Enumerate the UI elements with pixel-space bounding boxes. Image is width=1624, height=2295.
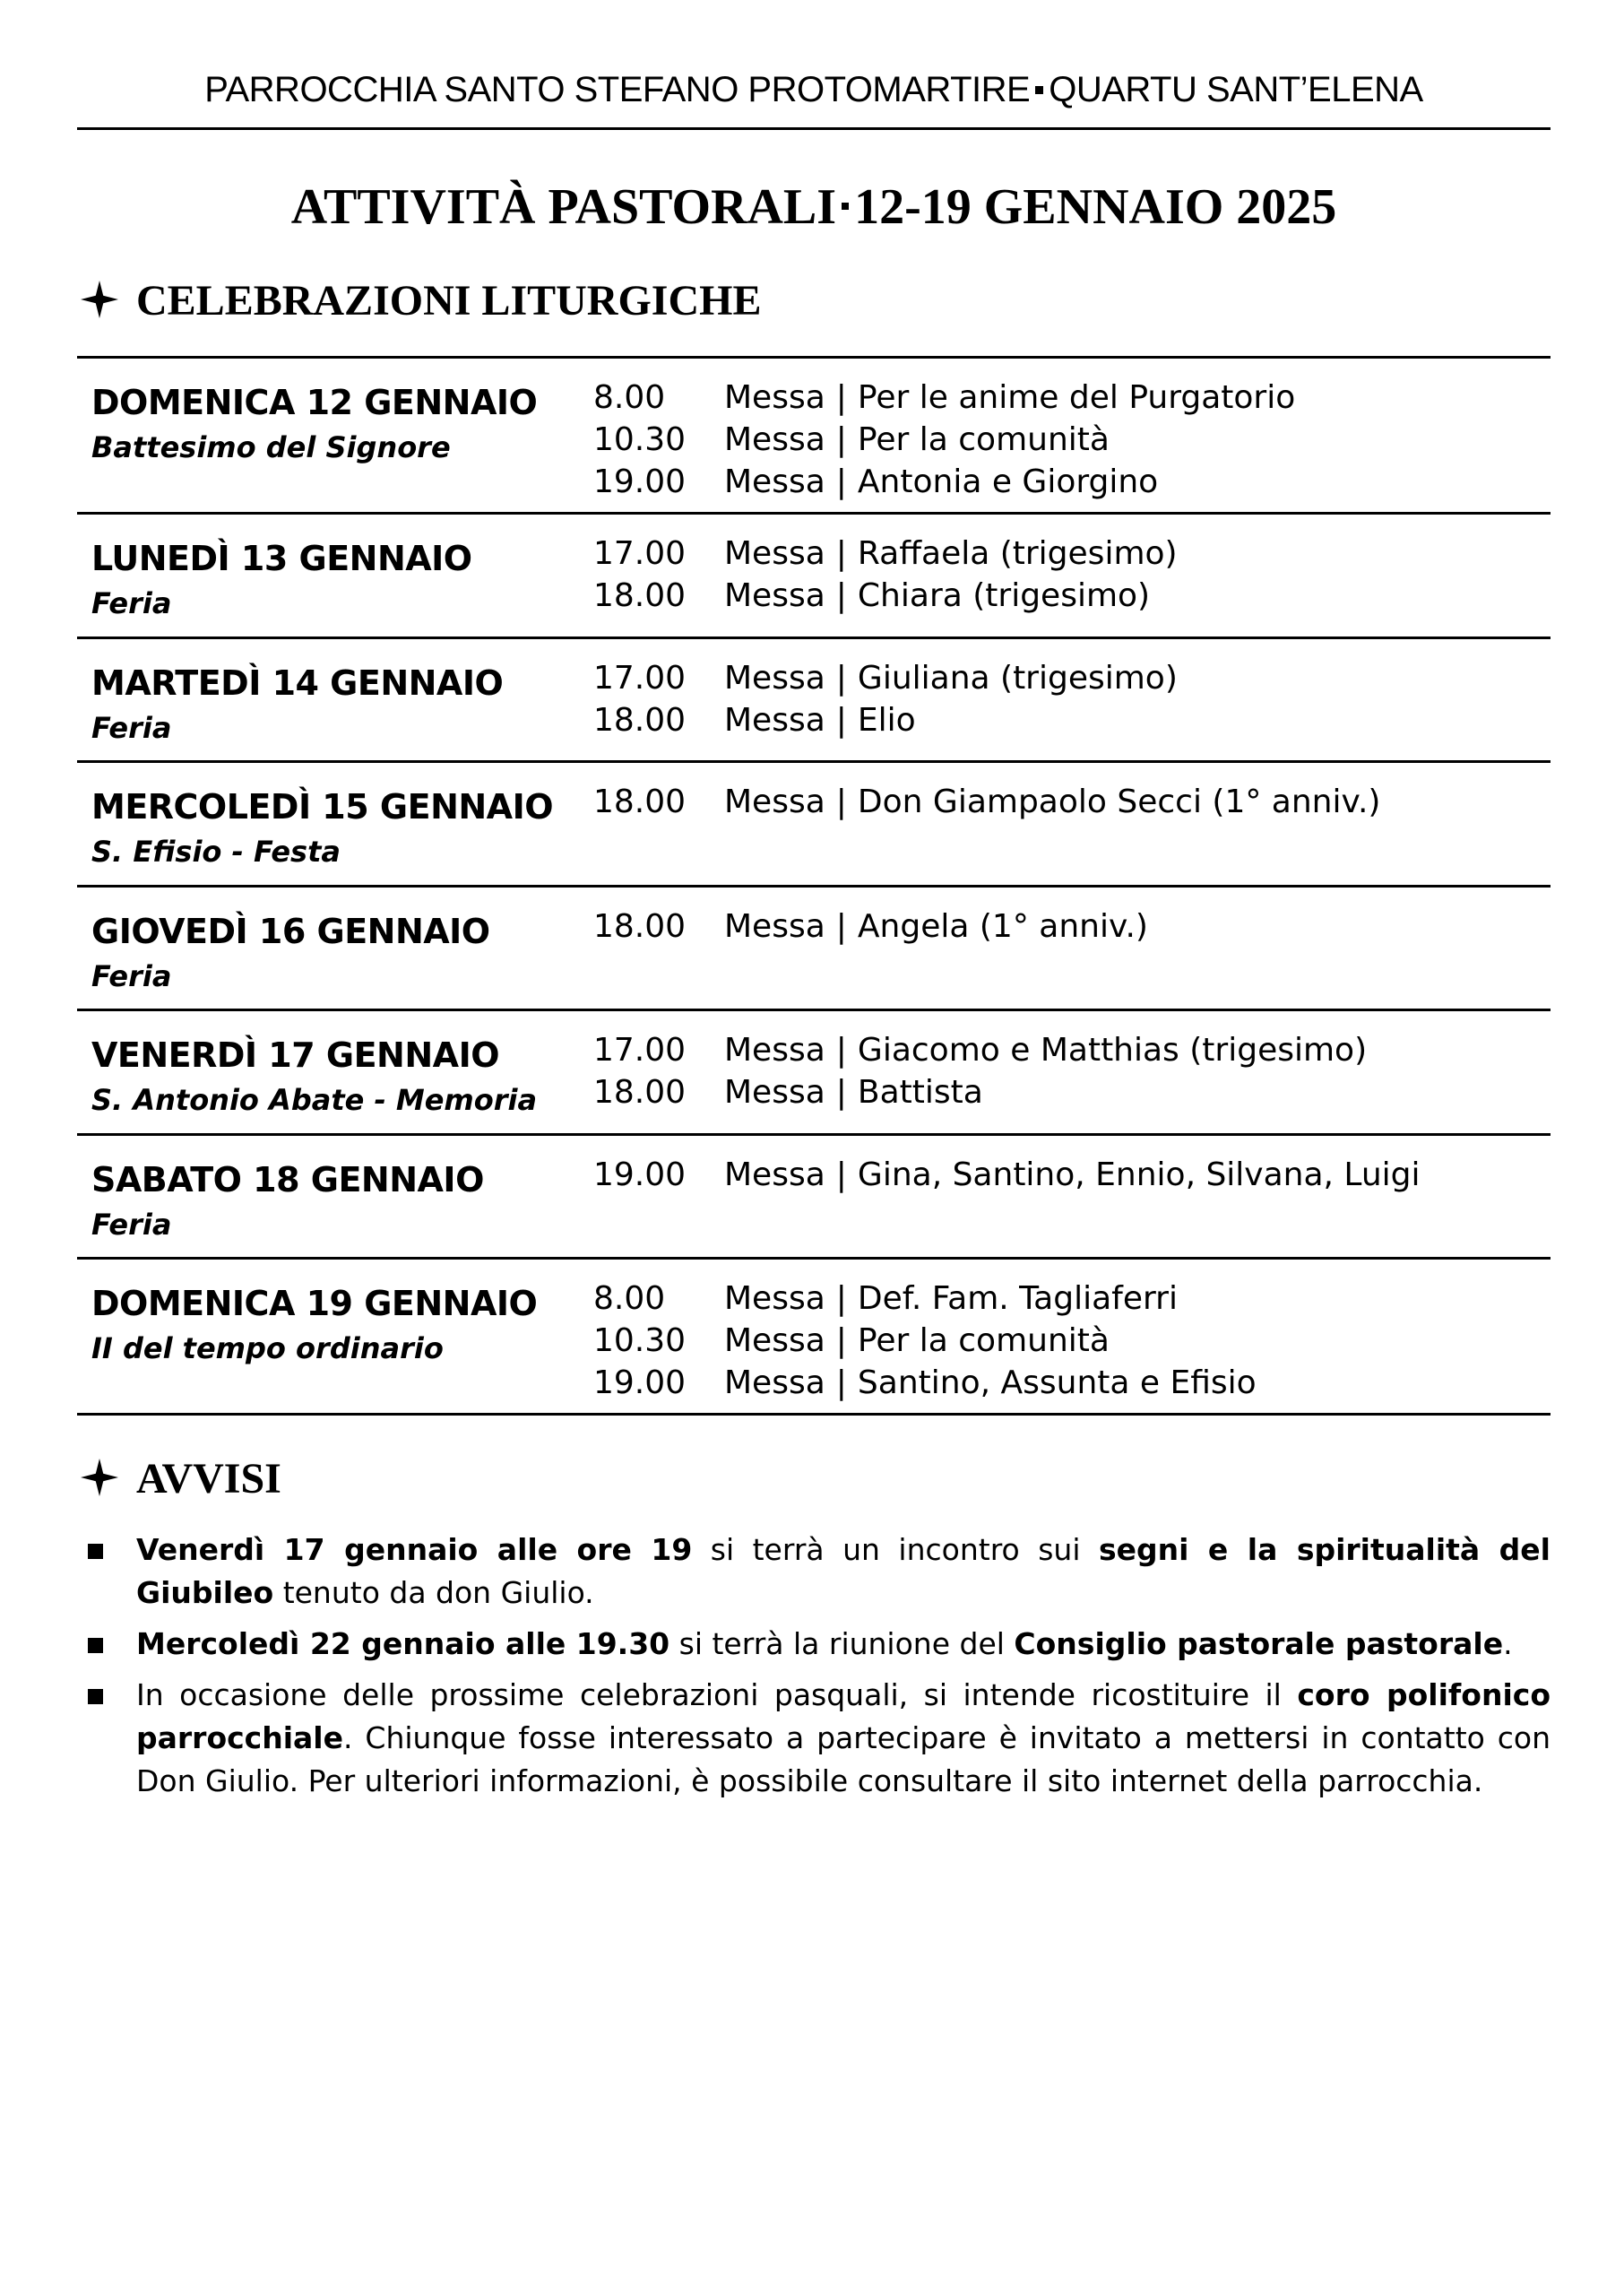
event-intention: Giacomo e Matthias (trigesimo)	[857, 1032, 1368, 1069]
day-liturgy: S. Efisio - Festa	[91, 835, 341, 869]
event-row	[593, 699, 1178, 741]
event-type: Messa	[724, 1032, 825, 1069]
avviso-text: tenuto da don Giulio.	[273, 1575, 594, 1610]
avviso-text-bold: segni e la spiritualità del Giubileo	[136, 1532, 1551, 1610]
avviso-text: .	[1503, 1626, 1513, 1661]
separator-bar: |	[835, 1364, 847, 1401]
day-row	[77, 763, 1551, 888]
event-intention: Don Giampaolo Secci (1° anniv.)	[857, 784, 1381, 820]
day-row	[77, 639, 1551, 763]
event-intention: Per le anime del Purgatorio	[857, 379, 1296, 416]
event-row	[593, 1071, 1367, 1113]
event-list	[593, 781, 1380, 823]
event-intention: Chiara (trigesimo)	[857, 577, 1151, 614]
celebrazioni-heading-text: CELEBRAZIONI LITURGICHE	[136, 277, 762, 325]
event-intention: Per la comunità	[857, 1322, 1110, 1359]
event-row	[593, 905, 1148, 948]
separator-bar: |	[835, 1322, 847, 1359]
day-name: MARTEDÌ 14 GENNAIO	[91, 663, 504, 703]
event-time: 8.00	[593, 379, 666, 416]
event-list	[593, 657, 1178, 741]
event-time: 18.00	[593, 702, 687, 739]
event-type: Messa	[724, 379, 825, 416]
avviso-text: si terrà un incontro sui	[692, 1532, 1099, 1567]
page-title	[77, 176, 1551, 238]
event-intention: Per la comunità	[857, 421, 1110, 458]
separator-bar: |	[835, 1074, 847, 1111]
event-type: Messa	[724, 1322, 825, 1359]
separator-bar: |	[835, 1032, 847, 1069]
event-intention: Battista	[857, 1074, 983, 1111]
event-intention: Raffaela (trigesimo)	[857, 535, 1178, 572]
avviso-text-bold: Venerdì 17 gennaio alle ore 19	[136, 1532, 693, 1567]
day-liturgy: Feria	[91, 1208, 172, 1242]
event-time: 19.00	[593, 1364, 687, 1401]
avviso-item	[77, 1623, 1551, 1666]
square-bullet-icon	[88, 1638, 103, 1653]
event-type: Messa	[724, 702, 825, 739]
avvisi-heading-text: AVVISI	[136, 1455, 281, 1503]
avviso-item	[77, 1674, 1551, 1803]
event-row	[593, 377, 1295, 419]
event-type: Messa	[724, 1156, 825, 1193]
event-type: Messa	[724, 1074, 825, 1111]
day-name: VENERDÌ 17 GENNAIO	[91, 1035, 500, 1075]
day-liturgy: Battesimo del Signore	[91, 430, 451, 464]
event-row	[593, 781, 1380, 823]
avviso-item	[77, 1529, 1551, 1615]
event-intention: Santino, Assunta e Efisio	[857, 1364, 1257, 1401]
event-intention: Gina, Santino, Ennio, Silvana, Luigi	[857, 1156, 1421, 1193]
event-type: Messa	[724, 1280, 825, 1317]
event-type: Messa	[724, 660, 825, 697]
day-row	[77, 359, 1551, 515]
separator-bar: |	[835, 1156, 847, 1193]
day-row	[77, 515, 1551, 639]
day-name: DOMENICA 19 GENNAIO	[91, 1284, 538, 1323]
event-time: 18.00	[593, 577, 687, 614]
day-row	[77, 888, 1551, 1011]
event-type: Messa	[724, 784, 825, 820]
event-row	[593, 419, 1295, 461]
four-point-star-icon	[81, 274, 125, 328]
celebrazioni-heading	[81, 274, 762, 328]
event-row	[593, 575, 1178, 617]
title-right: 12-19 GENNAIO 2025	[854, 179, 1337, 235]
event-time: 10.30	[593, 421, 687, 458]
day-name: DOMENICA 12 GENNAIO	[91, 383, 538, 422]
avviso-text: si terrà la riunione del	[669, 1626, 1015, 1661]
event-type: Messa	[724, 463, 825, 500]
event-row	[593, 1362, 1257, 1404]
separator-bar: |	[835, 577, 847, 614]
event-list	[593, 377, 1295, 503]
event-list	[593, 1154, 1421, 1196]
four-point-star-icon	[81, 1452, 125, 1506]
event-type: Messa	[724, 421, 825, 458]
separator-bar: |	[835, 463, 847, 500]
event-type: Messa	[724, 535, 825, 572]
day-name: MERCOLEDÌ 15 GENNAIO	[91, 787, 554, 827]
day-liturgy: S. Antonio Abate - Memoria	[91, 1083, 538, 1117]
separator-bar: |	[835, 1280, 847, 1317]
square-bullet-icon	[88, 1544, 103, 1559]
page-header	[77, 63, 1551, 130]
event-time: 19.00	[593, 463, 687, 500]
event-type: Messa	[724, 1364, 825, 1401]
parish-name: PARROCCHIA SANTO STEFANO PROTOMARTIRE	[204, 70, 1031, 109]
separator-bar: |	[835, 784, 847, 820]
day-liturgy: Feria	[91, 959, 172, 993]
day-name: SABATO 18 GENNAIO	[91, 1160, 484, 1199]
event-row	[593, 657, 1178, 699]
event-row	[593, 1029, 1367, 1071]
separator-bar: |	[835, 535, 847, 572]
event-time: 18.00	[593, 1074, 687, 1111]
event-intention: Antonia e Giorgino	[857, 463, 1159, 500]
event-row	[593, 1154, 1421, 1196]
event-list	[593, 1029, 1367, 1113]
title-left: ATTIVITÀ PASTORALI	[290, 179, 837, 235]
event-list	[593, 1277, 1257, 1404]
day-liturgy: Feria	[91, 586, 172, 620]
event-row	[593, 1277, 1257, 1320]
event-type: Messa	[724, 577, 825, 614]
day-row	[77, 1011, 1551, 1136]
event-row	[593, 533, 1178, 575]
event-type: Messa	[724, 908, 825, 945]
avviso-text-bold: Mercoledì 22 gennaio alle 19.30	[136, 1626, 670, 1661]
separator-bar: |	[835, 908, 847, 945]
event-time: 18.00	[593, 784, 687, 820]
avvisi-list	[77, 1529, 1551, 1811]
event-list	[593, 905, 1148, 948]
event-time: 17.00	[593, 535, 687, 572]
day-liturgy: Feria	[91, 711, 172, 745]
event-time: 18.00	[593, 908, 687, 945]
event-intention: Elio	[857, 702, 916, 739]
day-row	[77, 1136, 1551, 1260]
separator-bar: |	[835, 660, 847, 697]
event-intention: Def. Fam. Tagliaferri	[857, 1280, 1178, 1317]
separator-bar: |	[835, 421, 847, 458]
avvisi-heading	[81, 1452, 281, 1506]
day-name: LUNEDÌ 13 GENNAIO	[91, 539, 472, 578]
day-name: GIOVEDÌ 16 GENNAIO	[91, 912, 490, 951]
event-intention: Giuliana (trigesimo)	[857, 660, 1178, 697]
avviso-text-bold: Consiglio pastorale pastorale	[1014, 1626, 1504, 1661]
dot-separator-icon	[842, 203, 849, 210]
town-name: QUARTU SANT’ELENA	[1049, 70, 1423, 109]
event-row	[593, 461, 1295, 503]
event-time: 19.00	[593, 1156, 687, 1193]
square-bullet-icon	[88, 1689, 103, 1704]
event-time: 17.00	[593, 660, 687, 697]
square-separator-icon	[1035, 86, 1043, 94]
event-list	[593, 533, 1178, 617]
avviso-text: . Chiunque fosse interessato a partecipare è invitato a mettersi in contatto con Don Giulio. Per ulteriori informazioni, è possibile consultare il sito internet della parrocchia.	[136, 1720, 1551, 1798]
avviso-text-bold: coro polifonico parrocchiale	[136, 1677, 1551, 1755]
event-row	[593, 1320, 1257, 1362]
day-liturgy: II del tempo ordinario	[91, 1331, 444, 1365]
event-intention: Angela (1° anniv.)	[857, 908, 1148, 945]
separator-bar: |	[835, 379, 847, 416]
avviso-text: In occasione delle prossime celebrazioni pasquali, si intende ricostituire il	[136, 1677, 1298, 1712]
separator-bar: |	[835, 702, 847, 739]
event-time: 8.00	[593, 1280, 666, 1317]
event-time: 17.00	[593, 1032, 687, 1069]
schedule-table	[77, 356, 1551, 1416]
event-time: 10.30	[593, 1322, 687, 1359]
day-row	[77, 1260, 1551, 1416]
